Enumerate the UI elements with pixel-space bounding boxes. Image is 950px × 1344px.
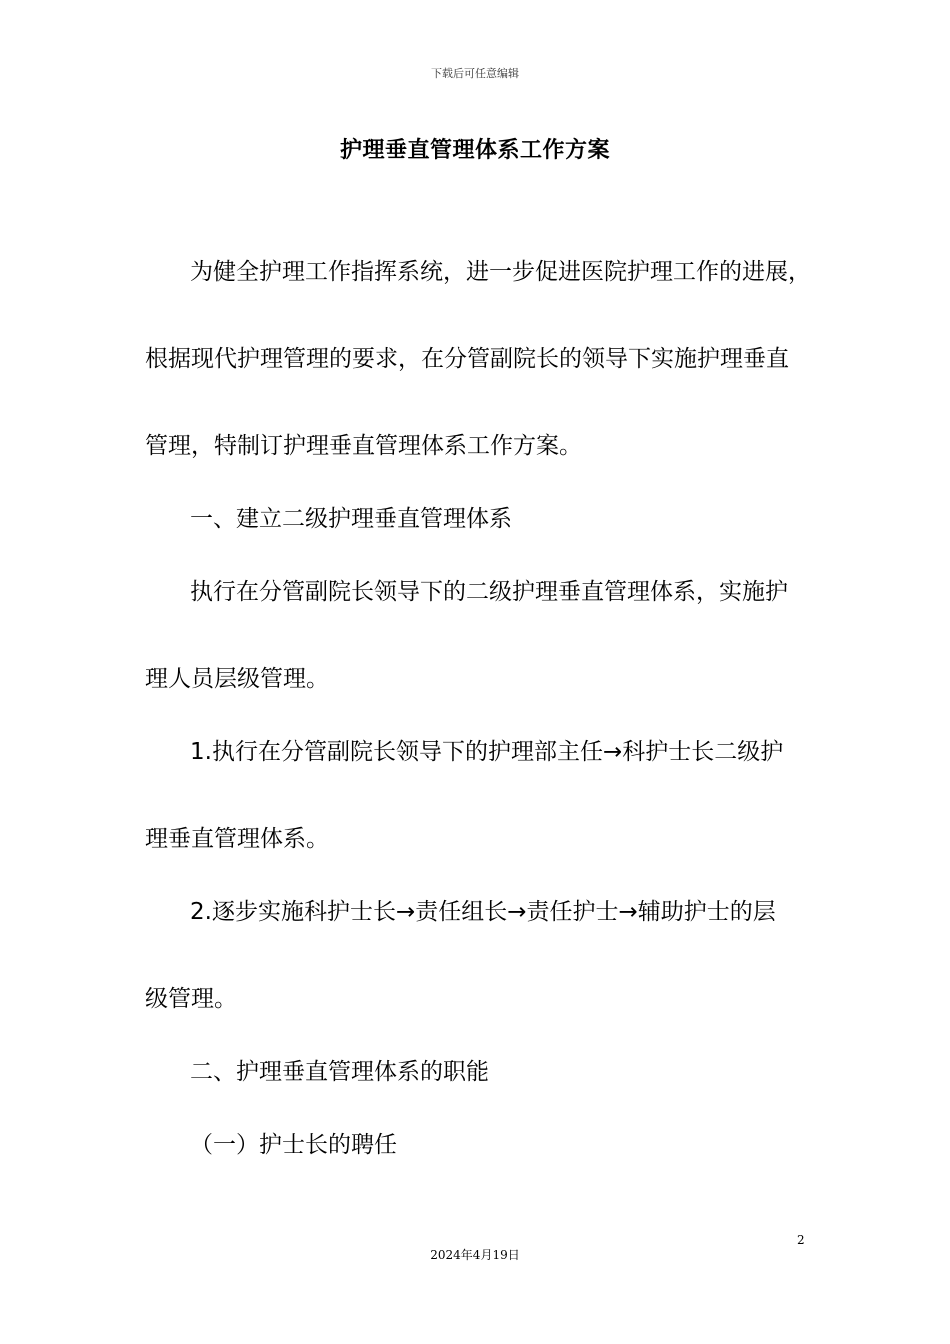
section-heading: 二、护理垂直管理体系的职能 xyxy=(190,1059,489,1085)
paragraph-line: 根据现代护理管理的要求，在分管副院长的领导下实施护理垂直 xyxy=(145,346,789,372)
list-item-line: 2.逐步实施科护士长→责任组长→责任护士→辅助护士的层 xyxy=(190,899,776,925)
paragraph-line: 执行在分管副院长领导下的二级护理垂直管理体系，实施护 xyxy=(190,579,788,605)
list-item-line: 理垂直管理体系。 xyxy=(145,826,329,852)
paragraph-line: 管理，特制订护理垂直管理体系工作方案。 xyxy=(145,433,582,459)
list-item-line: 级管理。 xyxy=(145,986,237,1012)
document-title: 护理垂直管理体系工作方案 xyxy=(339,138,610,163)
page-number: 2 xyxy=(797,1233,805,1247)
paragraph-line: 为健全护理工作指挥系统，进一步促进医院护理工作的进展， xyxy=(190,259,811,285)
footer-date: 2024年4月19日 xyxy=(430,1248,520,1262)
section-heading: 一、建立二级护理垂直管理体系 xyxy=(190,506,512,532)
header-note: 下载后可任意编辑 xyxy=(431,67,519,80)
list-item-line: 1.执行在分管副院长领导下的护理部主任→科护士长二级护 xyxy=(190,739,784,765)
subsection-heading: （一）护士长的聘任 xyxy=(190,1132,397,1158)
paragraph-line: 理人员层级管理。 xyxy=(145,666,329,692)
